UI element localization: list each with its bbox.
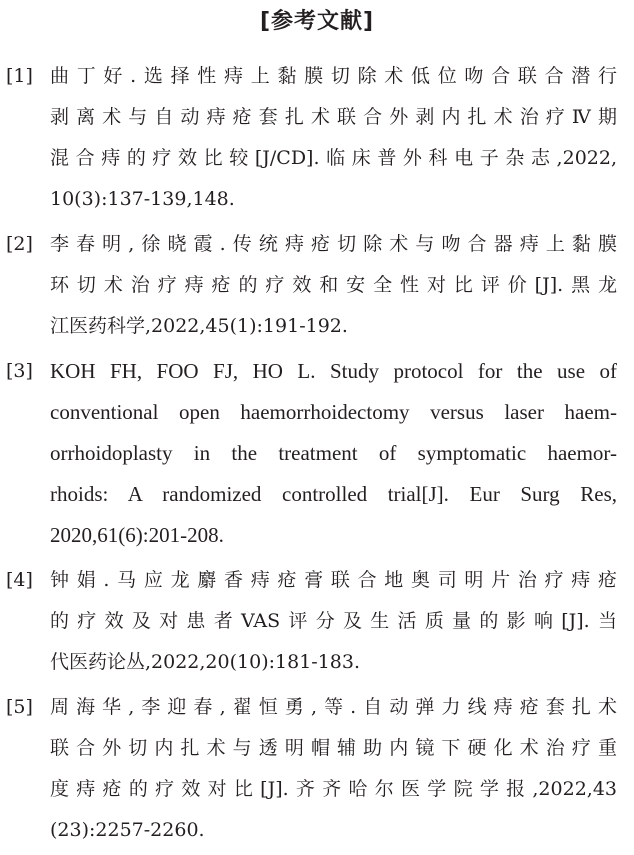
reference-line: 联合外切内扎术与透明帽辅助内镜下硬化术治疗重 (50, 737, 617, 759)
reference-line: 钟娟.马应龙麝香痔疮膏联合地奥司明片治疗痔疮 (50, 569, 617, 591)
reference-text (50, 56, 617, 220)
reference-number: [4] (6, 569, 33, 591)
reference-text (50, 687, 617, 851)
reference-line: 李春明,徐晓霞.传统痔疮切除术与吻合器痔上黏膜 (50, 233, 617, 255)
reference-number: [2] (6, 233, 33, 255)
reference-number: [5] (6, 696, 33, 718)
reference-number: [1] (6, 65, 33, 87)
reference-line: 曲丁好.选择性痔上黏膜切除术低位吻合联合潜行 (50, 65, 617, 87)
reference-line: 混合痔的疗效比较[J/CD].临床普外科电子杂志,2022, (50, 147, 617, 169)
reference-line: conventional open haemorrhoidectomy versus laser haem- (50, 400, 617, 424)
reference-text (50, 224, 617, 347)
references-heading: [参考文献] (259, 9, 375, 34)
reference-1 (0, 56, 634, 220)
reference-line: 代医药论丛,2022,20(10):181-183. (50, 651, 361, 673)
reference-line: 的疗效及对患者VAS评分及生活质量的影响[J].当 (50, 610, 617, 632)
reference-line: 2020,61(6):201-208. (50, 523, 224, 547)
reference-line: 剥离术与自动痔疮套扎术联合外剥内扎术治疗Ⅳ期 (50, 106, 617, 128)
reference-line: orrhoidoplasty in the treatment of symptomatic haemor- (50, 441, 617, 465)
reference-line: 度痔疮的疗效对比[J].齐齐哈尔医学院学报,2022,43 (50, 778, 617, 800)
reference-4 (0, 560, 634, 683)
reference-5 (0, 687, 634, 851)
reference-list (0, 56, 634, 855)
reference-text (50, 560, 617, 683)
reference-line: 周海华,李迎春,翟恒勇,等.自动弹力线痔疮套扎术 (50, 696, 617, 718)
reference-line: 江医药科学,2022,45(1):191-192. (50, 315, 348, 337)
reference-line: 环切术治疗痔疮的疗效和安全性对比评价[J].黑龙 (50, 274, 617, 296)
reference-line: (23):2257-2260. (50, 819, 205, 841)
reference-line: rhoids: A randomized controlled trial[J]. Eur Surg Res, (50, 482, 617, 506)
reference-line: KOH FH, FOO FJ, HO L. Study protocol for the use of (50, 359, 617, 383)
reference-number: [3] (6, 360, 33, 382)
reference-text (50, 351, 617, 556)
reference-2 (0, 224, 634, 347)
reference-line: 10(3):137-139,148. (50, 188, 235, 210)
reference-3 (0, 351, 634, 556)
